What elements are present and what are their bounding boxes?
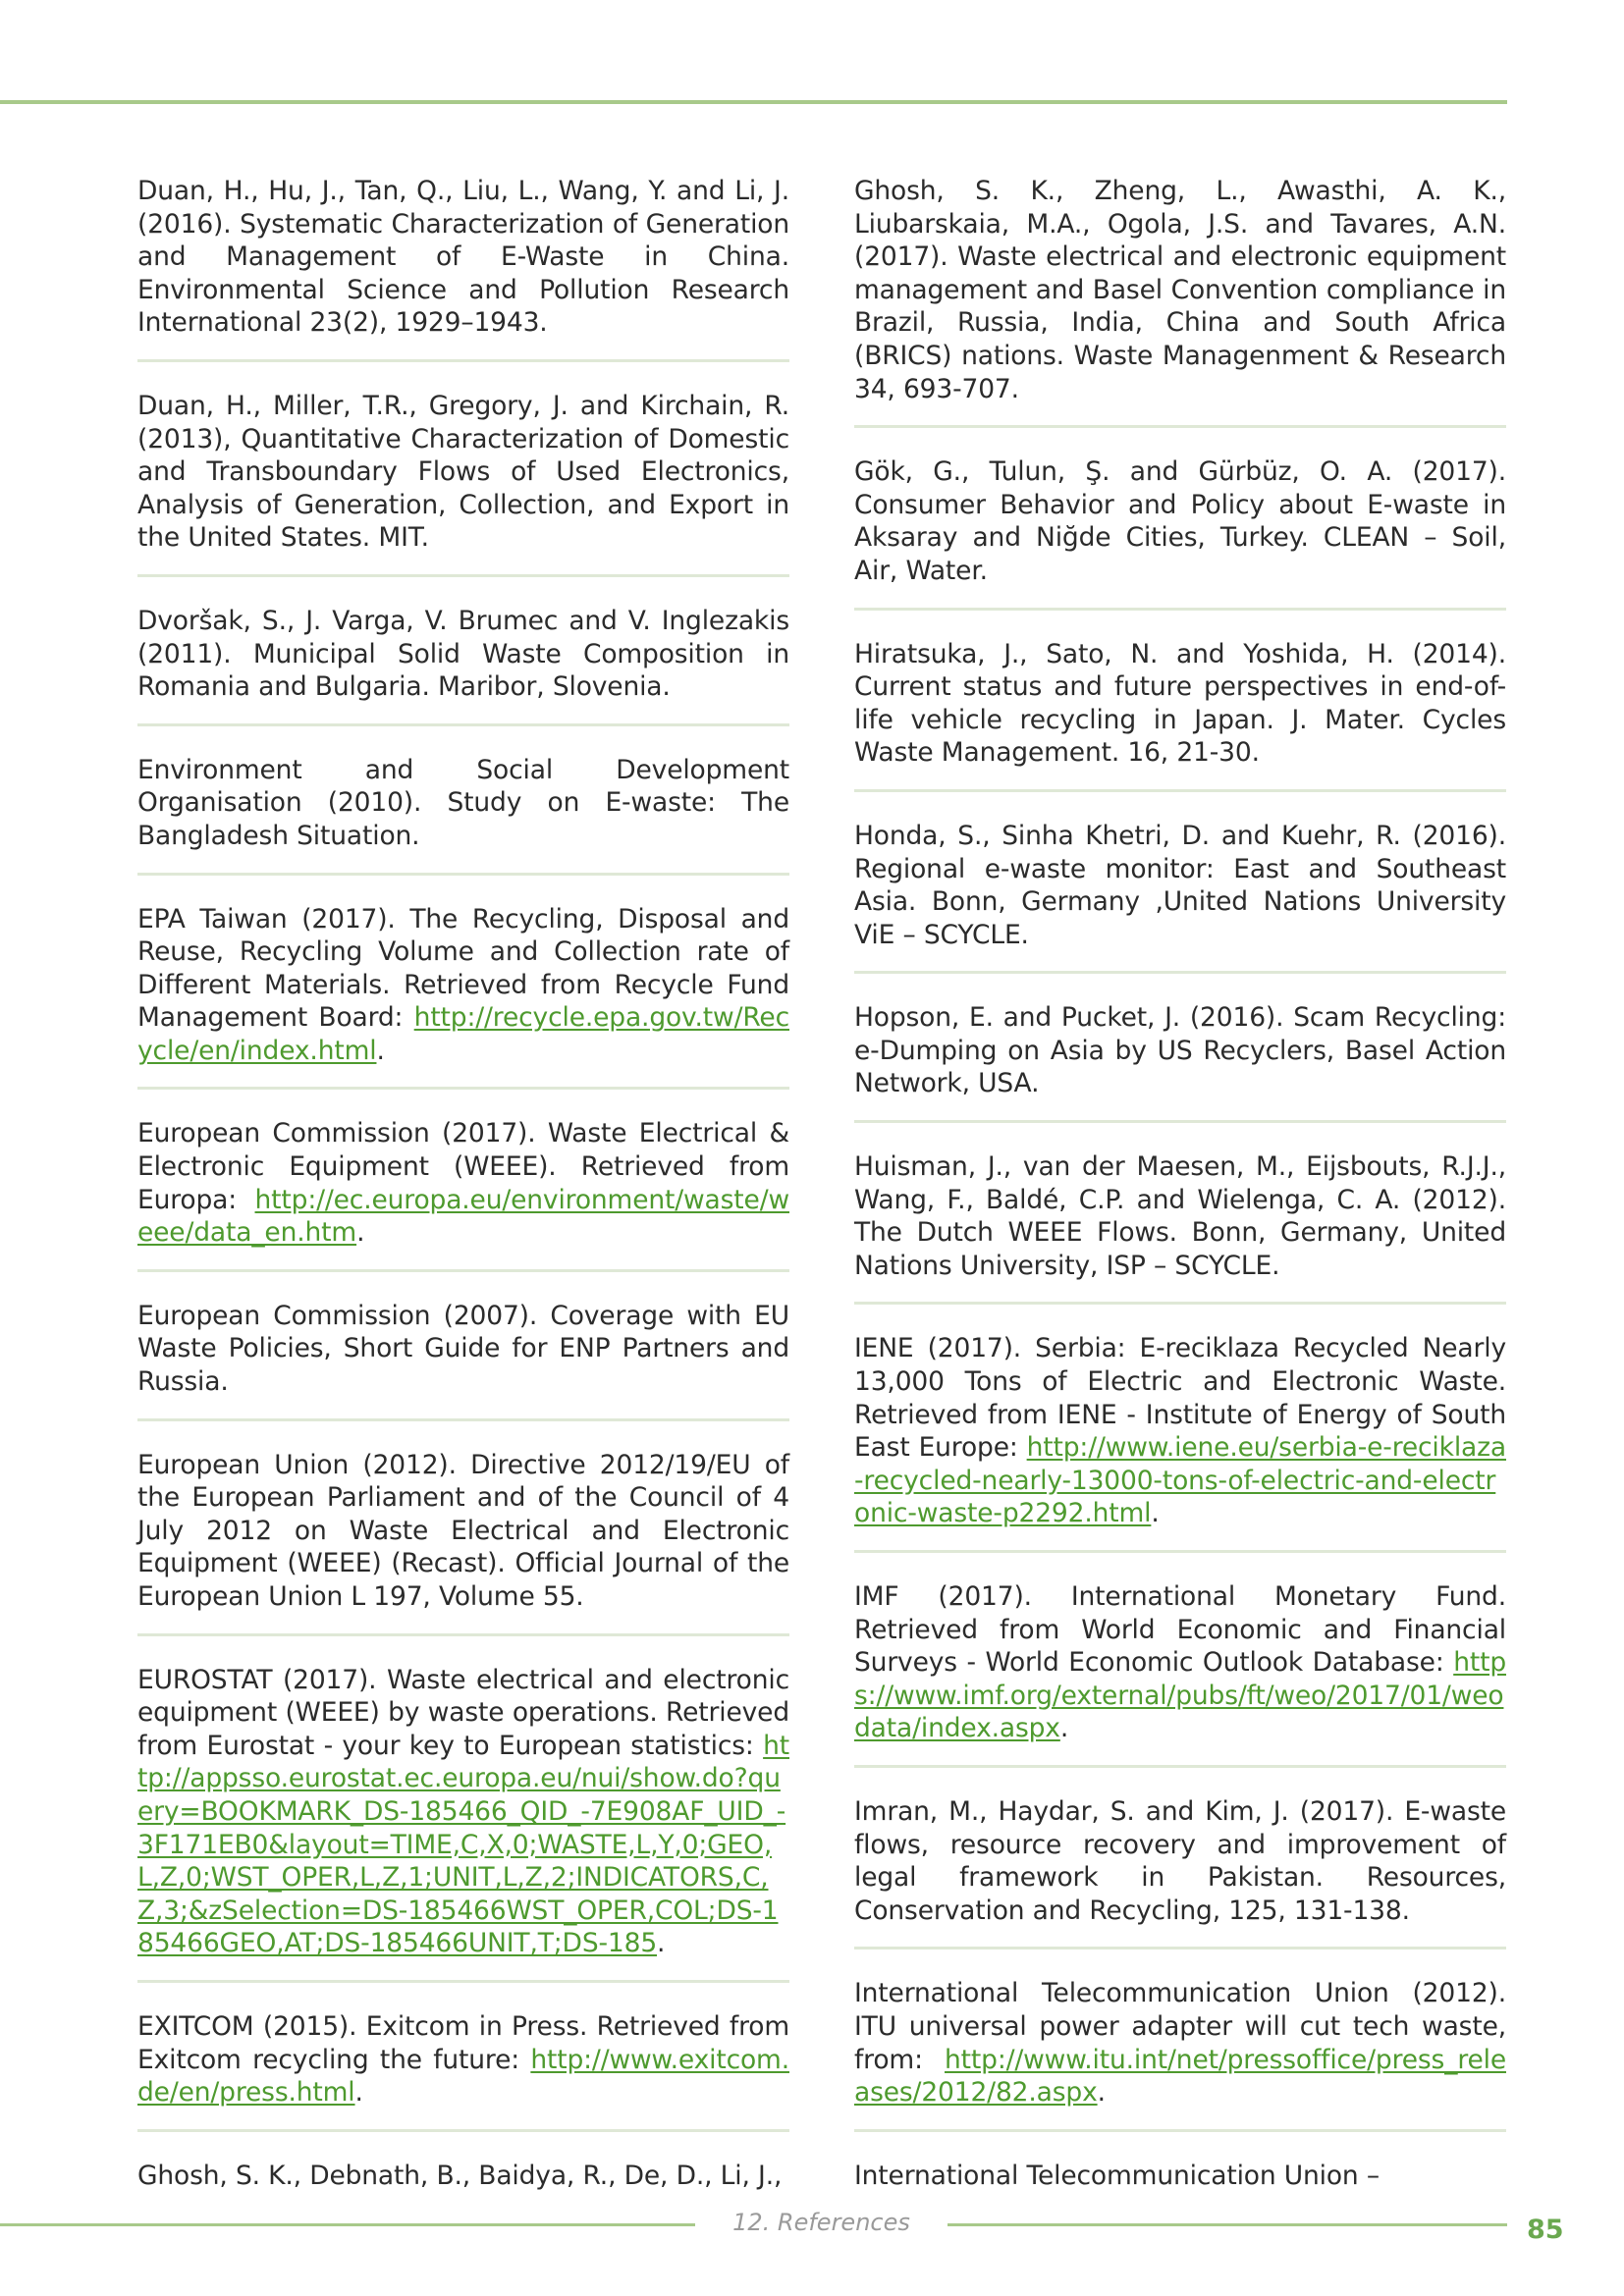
reference-link[interactable]: http://recycle.epa.gov.tw/Recycle/en/index.html	[137, 1002, 789, 1066]
reference-entry: European Commission (2007). Coverage with EU Waste Policies, Short Guide for ENP Partners and Russia.	[137, 1300, 789, 1421]
footer-rule-right	[947, 2223, 1507, 2226]
reference-entry: Duan, H., Miller, T.R., Gregory, J. and Kirchain, R. (2013), Quantitative Characterization of Domestic and Transboundary Flows of Used Electronics, Analysis of Generation, Collection, and Export in the United States. MIT.	[137, 390, 789, 577]
references-column-left	[137, 175, 789, 2239]
reference-entry: EUROSTAT (2017). Waste electrical and electronic equipment (WEEE) by waste operations. Retrieved from Eurostat - your key to European statistics: http://appsso.eurostat.ec.europa.eu/nui/show.do?query=BOOKMARK_DS-185466_QID_-7E908AF_UID_-3F171EB0&layout=TIME,C,X,0;WASTE,L,Y,0;GEO,L,Z,0;WST_OPER,L,Z,1;UNIT,L,Z,2;INDICATORS,C,Z,3;&zSelection=DS-185466WST_OPER,COL;DS-185466GEO,AT;DS-185466UNIT,T;DS-185.	[137, 1664, 789, 1983]
reference-entry: Duan, H., Hu, J., Tan, Q., Liu, L., Wang, Y. and Li, J. (2016). Systematic Characterization of Generation and Management of E-Waste in China. Environmental Science and Pollution Research International 23(2), 1929–1943.	[137, 175, 789, 362]
reference-entry: EPA Taiwan (2017). The Recycling, Disposal and Reuse, Recycling Volume and Collection rate of Different Materials. Retrieved from Recycle Fund Management Board: http://recycle.epa.gov.tw/Recycle/en/index.html.	[137, 903, 789, 1091]
reference-entry: Environment and Social Development Organisation (2010). Study on E-waste: The Bangladesh Situation.	[137, 754, 789, 876]
reference-entry: Huisman, J., van der Maesen, M., Eijsbouts, R.J.J., Wang, F., Baldé, C.P. and Wielenga, C. A. (2012). The Dutch WEEE Flows. Bonn, Germany, United Nations University, ISP – SCYCLE.	[854, 1150, 1506, 1305]
reference-entry: EXITCOM (2015). Exitcom in Press. Retrieved from Exitcom recycling the future: http://www.exitcom.de/en/press.html.	[137, 2010, 789, 2132]
reference-entry: Dvoršak, S., J. Varga, V. Brumec and V. Inglezakis (2011). Municipal Solid Waste Composition in Romania and Bulgaria. Maribor, Slovenia.	[137, 605, 789, 726]
header-rule	[0, 100, 1507, 104]
reference-entry: IMF (2017). International Monetary Fund. Retrieved from World Economic and Financial Surveys - World Economic Outlook Database: https://www.imf.org/external/pubs/ft/weo/2017/01/weodata/index.aspx.	[854, 1580, 1506, 1768]
page-number: 85	[1527, 2215, 1564, 2245]
reference-entry: European Union (2012). Directive 2012/19/EU of the European Parliament and of the Council of 4 July 2012 on Waste Electrical and Electronic Equipment (WEEE) (Recast). Official Journal of the European Union L 197, Volume 55.	[137, 1449, 789, 1636]
reference-link[interactable]: http://appsso.eurostat.ec.europa.eu/nui/show.do?query=BOOKMARK_DS-185466_QID_-7E908AF_UID_-3F171EB0&layout=TIME,C,X,0;WASTE,L,Y,0;GEO,L,Z,0;WST_OPER,L,Z,1;UNIT,L,Z,2;INDICATORS,C,Z,3;&zSelection=DS-185466WST_OPER,COL;DS-185466GEO,AT;DS-185466UNIT,T;DS-185	[137, 1730, 789, 1959]
reference-entry: Ghosh, S. K., Zheng, L., Awasthi, A. K., Liubarskaia, M.A., Ogola, J.S. and Tavares, A.N. (2017). Waste electrical and electronic equipment management and Basel Convention compliance in Brazil, Russia, India, China and South Africa (BRICS) nations. Waste Managenment & Research 34, 693-707.	[854, 175, 1506, 428]
reference-entry: International Telecommunication Union (2012). ITU universal power adapter will cut tech waste, from: http://www.itu.int/net/pressoffice/press_releases/2012/82.aspx.	[854, 1977, 1506, 2131]
reference-entry: Hiratsuka, J., Sato, N. and Yoshida, H. (2014). Current status and future perspectives in end-of-life vehicle recycling in Japan. J. Mater. Cycles Waste Management. 16, 21-30.	[854, 638, 1506, 792]
reference-entry: Honda, S., Sinha Khetri, D. and Kuehr, R. (2016). Regional e-waste monitor: East and Southeast Asia. Bonn, Germany ,United Nations University ViE – SCYCLE.	[854, 820, 1506, 974]
footer-rule-left	[0, 2223, 695, 2226]
reference-entry: Imran, M., Haydar, S. and Kim, J. (2017). E-waste flows, resource recovery and improvement of legal framework in Pakistan. Resources, Conservation and Recycling, 125, 131-138.	[854, 1795, 1506, 1949]
reference-entry: European Commission (2017). Waste Electrical & Electronic Equipment (WEEE). Retrieved from Europa: http://ec.europa.eu/environment/waste/weee/data_en.htm.	[137, 1117, 789, 1271]
reference-entry: Ghosh, S. K., Debnath, B., Baidya, R., De, D., Li, J.,	[137, 2160, 783, 2191]
references-column-right	[854, 175, 1506, 2239]
footer-section-title: 12. References	[732, 2209, 910, 2236]
reference-link[interactable]: http://www.exitcom.de/en/press.html	[137, 2044, 789, 2109]
reference-entry: Gök, G., Tulun, Ş. and Gürbüz, O. A. (2017). Consumer Behavior and Policy about E-waste in Aksaray and Niğde Cities, Turkey. CLEAN – Soil, Air, Water.	[854, 455, 1506, 610]
reference-entry: Hopson, E. and Pucket, J. (2016). Scam Recycling: e-Dumping on Asia by US Recyclers, Basel Action Network, USA.	[854, 1001, 1506, 1123]
reference-entry: IENE (2017). Serbia: E-reciklaza Recycled Nearly 13,000 Tons of Electric and Electronic Waste. Retrieved from IENE - Institute of Energy of South East Europe: http://www.iene.eu/serbia-e-reciklaza-recycled-nearly-13000-tons-of-electric-and-electronic-waste-p2292.html.	[854, 1332, 1506, 1553]
reference-link[interactable]: http://ec.europa.eu/environment/waste/weee/data_en.htm	[137, 1184, 789, 1249]
reference-link[interactable]: http://www.itu.int/net/pressoffice/press_releases/2012/82.aspx	[854, 2044, 1506, 2109]
reference-link[interactable]: http://www.iene.eu/serbia-e-reciklaza-recycled-nearly-13000-tons-of-electric-and-electronic-waste-p2292.html	[854, 1432, 1506, 1529]
reference-entry: International Telecommunication Union –	[854, 2160, 1380, 2191]
reference-link[interactable]: https://www.imf.org/external/pubs/ft/weo/2017/01/weodata/index.aspx	[854, 1647, 1506, 1744]
